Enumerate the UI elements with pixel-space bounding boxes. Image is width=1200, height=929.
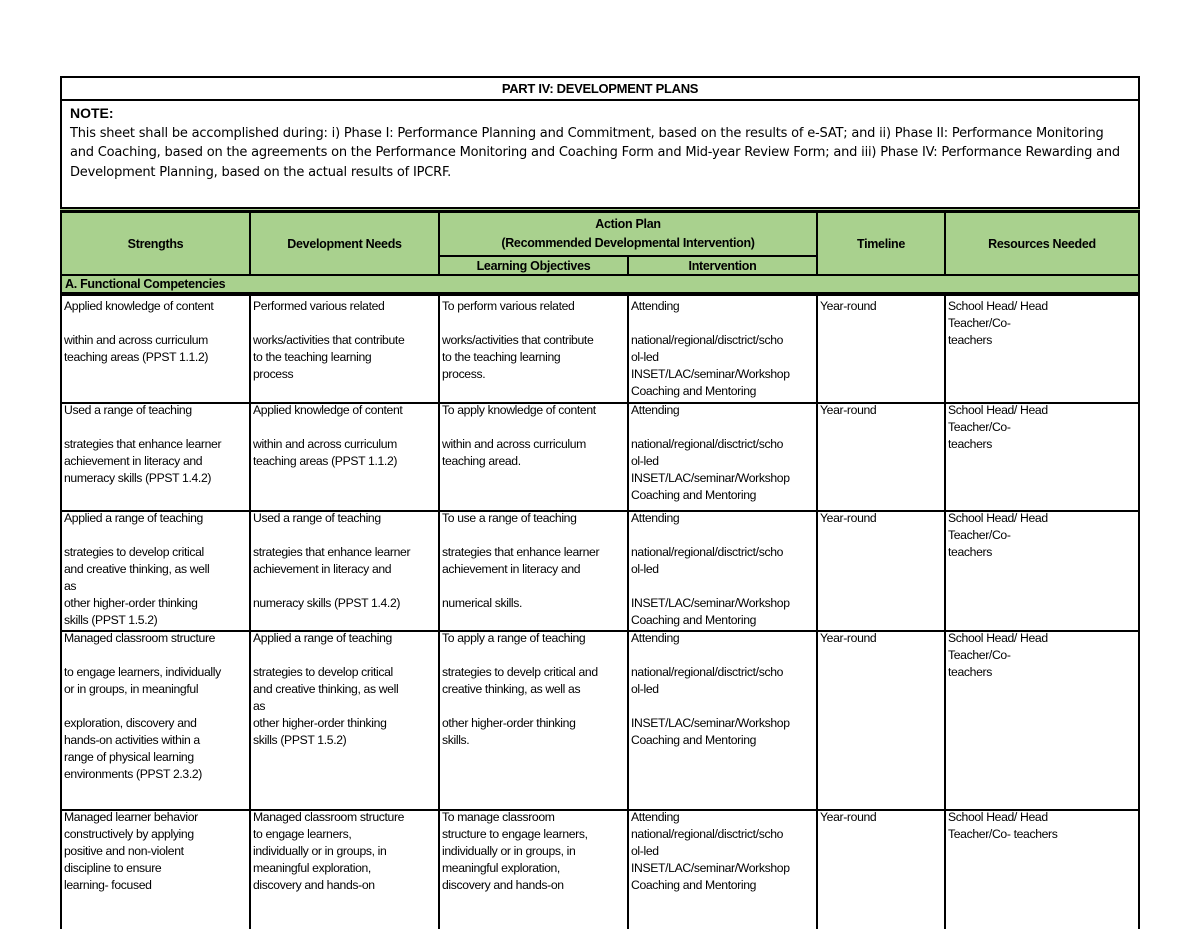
table-cell-strengths: Used a range of teaching strategies that enhance learner achievement in literacy and numeracy skills (PPST 1.4.2) [60,402,251,512]
table-cell-intervention: Attending national/regional/disctrict/scho ol-led INSET/LAC/seminar/Workshop Coaching and Mentoring [627,402,818,512]
table-cell-objectives: To use a range of teaching strategies that enhance learner achievement in literacy and numerical skills. [438,510,629,632]
table-cell-resources: School Head/ Head Teacher/Co- teachers [944,294,1140,404]
table-cell-objectives: To perform various related works/activities that contribute to the teaching learning process. [438,294,629,404]
page-title: PART IV: DEVELOPMENT PLANS [60,76,1140,101]
table-cell-needs: Used a range of teaching strategies that enhance learner achievement in literacy and numeracy skills (PPST 1.4.2) [249,510,440,632]
table-cell-resources: School Head/ Head Teacher/Co- teachers [944,630,1140,811]
header-timeline: Timeline [816,211,946,276]
table-cell-needs: Managed classroom structure to engage learners, individually or in groups, in meaningful exploration, discovery and hands-on [249,809,440,929]
table-cell-timeline: Year-round [816,510,946,632]
table-cell-strengths: Applied knowledge of content within and across curriculum teaching areas (PPST 1.1.2) [60,294,251,404]
header-action-plan [438,211,818,257]
table-cell-intervention: Attending national/regional/disctrict/scho ol-led INSET/LAC/seminar/Workshop Coaching and Mentoring [627,294,818,404]
table-cell-objectives: To manage classroom structure to engage learners, individually or in groups, in meaningful exploration, discovery and hands-on [438,809,629,929]
table-cell-needs: Applied knowledge of content within and across curriculum teaching areas (PPST 1.1.2) [249,402,440,512]
header-learning-objectives: Learning Objectives [438,255,629,276]
action-plan-title: Action Plan [595,217,661,231]
table-cell-intervention: Attending national/regional/disctrict/scho ol-led INSET/LAC/seminar/Workshop Coaching and Mentoring [627,630,818,811]
table-cell-timeline: Year-round [816,402,946,512]
note-label: NOTE: [70,105,114,121]
table-cell-needs: Performed various related works/activities that contribute to the teaching learning process [249,294,440,404]
action-plan-subtitle: (Recommended Developmental Intervention) [501,236,755,250]
table-cell-resources: School Head/ Head Teacher/Co- teachers [944,402,1140,512]
table-cell-strengths: Managed learner behavior constructively by applying positive and non-violent discipline to ensure learning- focused [60,809,251,929]
section-functional-competencies: A. Functional Competencies [60,274,1140,294]
note-box [60,99,1140,209]
table-cell-strengths: Managed classroom structure to engage learners, individually or in groups, in meaningful exploration, discovery and hands-on activities within a range of physical learning environments (PPST 2.3.2) [60,630,251,811]
header-intervention: Intervention [627,255,818,276]
note-text: This sheet shall be accomplished during: i) Phase I: Performance Planning and Commitment, based on the results of e-SAT; and ii) Phase II: Performance Monitoring and Coaching, based on the agreements on the Performance Monitoring and Coaching Form and Mid-year Review Form; and iii) Phase IV: Performance Rewarding and Development Planning, based on the actual results of IPCRF. [70,125,1120,180]
table-cell-timeline: Year-round [816,630,946,811]
header-development-needs: Development Needs [249,211,440,276]
table-cell-strengths: Applied a range of teaching strategies to develop critical and creative thinking, as well as other higher-order thinking skills (PPST 1.5.2) [60,510,251,632]
table-cell-needs: Applied a range of teaching strategies to develop critical and creative thinking, as well as other higher-order thinking skills (PPST 1.5.2) [249,630,440,811]
header-resources-needed: Resources Needed [944,211,1140,276]
table-cell-intervention: Attending national/regional/disctrict/scho ol-led INSET/LAC/seminar/Workshop Coaching and Mentoring [627,809,818,929]
table-cell-resources: School Head/ Head Teacher/Co- teachers [944,510,1140,632]
table-cell-timeline: Year-round [816,294,946,404]
table-cell-timeline: Year-round [816,809,946,929]
table-cell-intervention: Attending national/regional/disctrict/scho ol-led INSET/LAC/seminar/Workshop Coaching and Mentoring [627,510,818,632]
table-cell-objectives: To apply a range of teaching strategies to develp critical and creative thinking, as well as other higher-order thinking skills. [438,630,629,811]
table-cell-objectives: To apply knowledge of content within and across curriculum teaching aread. [438,402,629,512]
table-cell-resources: School Head/ Head Teacher/Co- teachers [944,809,1140,929]
header-strengths: Strengths [60,211,251,276]
